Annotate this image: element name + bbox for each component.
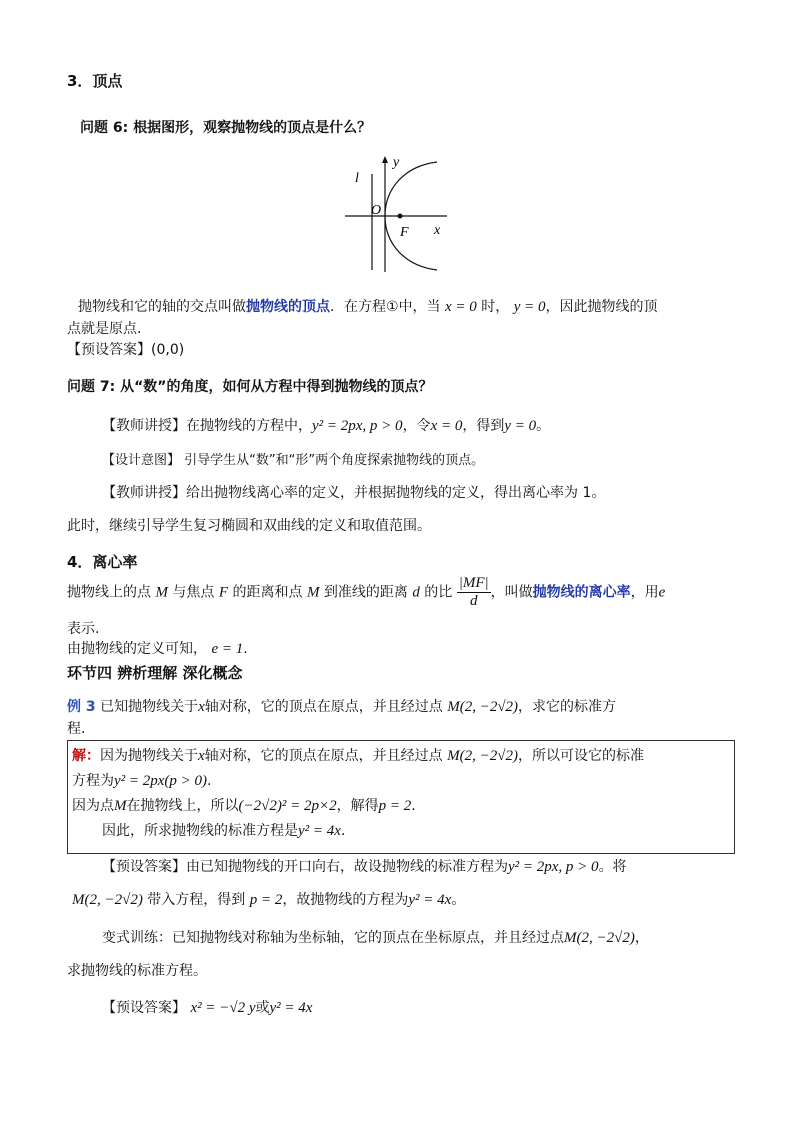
vertex-eq-x: x = 0 [445, 299, 477, 315]
ans3-eq1: x² = −√2 y [190, 1000, 256, 1016]
ecc-e: 的比 [424, 584, 453, 601]
ans2-pt: M(2, −2√2) [72, 892, 143, 908]
variant-b: ， [634, 930, 649, 946]
sol-l3p: p = 2 [378, 798, 412, 814]
sol-l1b: 轴对称，它的顶点在原点，并且经过点 [204, 748, 443, 764]
teacher1-c: x = 0 [430, 418, 463, 434]
ecc-b: 与焦点 [172, 584, 215, 601]
vertex-paragraph [78, 296, 657, 316]
ecc-dd: d [412, 584, 420, 601]
parabola-figure [345, 152, 450, 277]
sol-l3d: . [411, 798, 416, 814]
sol-l1pt: M(2, −2√2) [447, 748, 518, 764]
eccentricity-line2: 表示. [67, 621, 100, 637]
teacher1-a: 【教师讲授】在抛物线的方程中， [102, 418, 312, 434]
sol-l1c: ，所以可设它的标准 [517, 748, 644, 764]
solution-line-4 [102, 820, 345, 840]
example-3-text-c: ，求它的标准方 [518, 699, 617, 715]
def-c: . [243, 641, 248, 657]
answer-2-line2 [72, 889, 465, 909]
sol-l3b: 在抛物线上，所以 [126, 798, 239, 814]
section-4-heading: 4．离心率 [67, 553, 138, 571]
ecc-ee: e [658, 584, 666, 601]
teacher1-d: ，得到 [462, 418, 505, 434]
solution-line-1 [72, 745, 644, 765]
eccentricity-term: 抛物线的离心率 [532, 584, 631, 601]
design-intent: 【设计意图】 引导学生从“数”和“形”两个角度探索抛物线的顶点。 [102, 453, 485, 468]
vertex-eq-y: y = 0 [513, 299, 546, 315]
sol-l1a: 因为抛物线关于 [100, 748, 198, 764]
example-3-text-a: 已知抛物线关于 [100, 699, 199, 715]
ans2-b: 。将 [598, 859, 627, 875]
sol-l1x: x [198, 748, 205, 764]
question-6 [80, 117, 371, 137]
ans2-eq2: y² = 4x [408, 892, 452, 908]
sol-l3a: 因为点 [72, 798, 114, 814]
ecc-c: 的距离和点 [232, 584, 303, 601]
vertex-text-a: 抛物线和它的轴的交点叫做 [78, 299, 246, 315]
def-eq: e = 1 [211, 641, 244, 657]
ecc-d: 到准线的距离 [323, 584, 408, 601]
ecc-a: 抛物线上的点 [67, 584, 151, 601]
label-y: y [393, 155, 400, 170]
ans2-eq: y² = 2px, p > 0 [508, 859, 599, 875]
solution-label: 解： [72, 748, 100, 764]
question-6-text: 根据图形，观察抛物线的顶点是什么？ [133, 120, 372, 136]
variant-pt: M(2, −2√2) [564, 930, 635, 946]
example-3-text-b: 轴对称，它的顶点在原点，并且经过点 [204, 699, 443, 715]
sol-l2eq: y² = 2px(p > 0) [114, 773, 208, 789]
focus-point [398, 214, 403, 219]
question-6-label: 问题 6: [80, 120, 129, 136]
fraction-numerator: |MF| [458, 575, 489, 591]
eccentricity-definition [67, 575, 665, 610]
sol-l2a: 方程为 [72, 773, 114, 789]
vertex-text-e: 时， [481, 299, 510, 315]
ans2-a: 【预设答案】由已知抛物线的开口向右，故设抛物线的标准方程为 [102, 859, 508, 875]
variant-exercise [102, 927, 649, 947]
def-a: 由抛物线的定义可知， [67, 641, 207, 657]
teacher-explain-2: 【教师讲授】给出抛物线离心率的定义，并根据抛物线的定义，得出离心率为 1。 [102, 485, 606, 501]
ans2-e: 。 [451, 892, 466, 908]
solution-line-3 [72, 795, 416, 815]
answer-3 [102, 997, 312, 1017]
sol-l3eq: (−2√2)² = 2p×2 [238, 798, 337, 814]
vertex-paragraph-line2: 点就是原点. [67, 321, 142, 337]
question-7-label: 问题 7: [67, 379, 116, 395]
example-3-line2: 程. [67, 721, 86, 737]
sol-l4b: . [340, 823, 346, 839]
teacher-explain-1 [102, 415, 550, 435]
ans3-b: 或 [255, 1000, 270, 1016]
variant-a: 变式训练：已知抛物线对称轴为坐标轴，它的顶点在坐标原点，并且经过点 [102, 930, 564, 946]
sol-l3c: ，解得 [336, 798, 379, 814]
ans2-d: ，故抛物线的方程为 [282, 892, 409, 908]
example-3 [67, 696, 616, 716]
vertex-text-g: ，因此抛物线的顶 [545, 299, 658, 315]
label-f: F [400, 225, 409, 240]
example-3-point: M(2, −2√2) [447, 699, 519, 715]
answer-1: 【预设答案】(0,0) [67, 342, 185, 358]
fraction-denominator: d [469, 593, 478, 609]
question-7-text: 从“数”的角度，如何从方程中得到抛物线的顶点？ [120, 379, 433, 395]
label-o: O [371, 203, 382, 218]
ans3-eq2: y² = 4x [269, 1000, 313, 1016]
ecc-m1: M [155, 584, 168, 601]
ecc-g: ，叫做 [490, 584, 533, 601]
teacher1-e: y = 0 [504, 418, 537, 434]
ecc-i: ，用 [630, 584, 659, 601]
example-3-x: x [198, 699, 205, 715]
ecc-m2: M [306, 584, 320, 601]
sol-l4eq: y² = 4x [298, 823, 341, 839]
teacher1-b: ，令 [402, 418, 431, 434]
label-l: l [355, 171, 359, 186]
question-7 [67, 376, 433, 396]
answer-2 [102, 856, 627, 876]
ans2-c: 带入方程，得到 [147, 892, 246, 908]
sol-l4a: 因此，所求抛物线的标准方程是 [102, 823, 298, 839]
section-stage4-heading: 环节四 辨析理解 深化概念 [67, 664, 243, 682]
teacher1-eq: y² = 2px, p > 0 [312, 418, 403, 434]
review-text: 此时，继续引导学生复习椭圆和双曲线的定义和取值范围。 [67, 518, 431, 534]
solution-line-2 [72, 770, 212, 790]
ecc-f: F [218, 584, 229, 601]
vertex-text-c: ．在方程①中，当 [330, 299, 441, 315]
ans2-p: p = 2 [249, 892, 283, 908]
example-3-label: 例 3 [67, 699, 96, 715]
mf-fraction [457, 575, 491, 610]
variant-line2: 求抛物线的标准方程。 [67, 963, 207, 979]
section-3-heading: 3．顶点 [67, 72, 123, 90]
sol-l3m: M [114, 798, 127, 814]
definition-conclusion [67, 638, 248, 658]
sol-l2b: . [207, 773, 212, 789]
ans3-a: 【预设答案】 [102, 1000, 186, 1016]
label-x: x [434, 223, 441, 238]
teacher1-f: 。 [536, 418, 551, 434]
vertex-term: 抛物线的顶点 [246, 299, 330, 315]
